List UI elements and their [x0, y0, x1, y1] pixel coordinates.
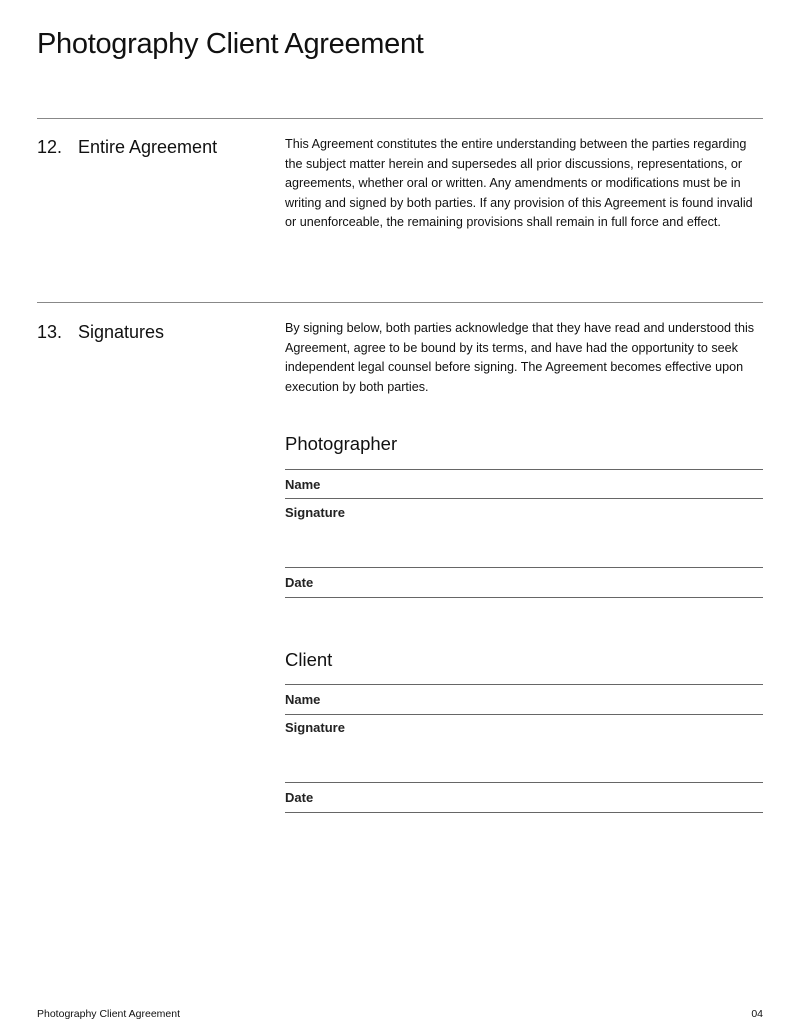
client-date-field[interactable]: Date	[285, 790, 314, 805]
section-body: By signing below, both parties acknowledge that they have read and understood this Agreement, agree to be bound by its terms, and have had the opportunity to seek independent legal counsel before signing. The Agreement becomes effective upon execution by both parties.	[285, 321, 755, 394]
footer-title: Photography Client Agreement	[37, 1008, 181, 1020]
section-body: This Agreement constitutes the entire understanding between the parties regarding the subject matter herein and supersedes all prior discussions, representations, or agreements, whether oral or written. Any amendments or modifications must be in writing and signed by both parties. If any provision of this Agreement is found invalid or unenforceable, the remaining provisions shall remain in full force and effect.	[285, 137, 753, 230]
section-number: 12.	[37, 137, 63, 157]
divider	[285, 469, 763, 470]
divider	[285, 498, 763, 499]
divider	[285, 597, 763, 598]
client-heading: Client	[285, 649, 333, 670]
photographer-name-field[interactable]: Name	[285, 477, 321, 492]
divider	[285, 567, 763, 568]
client-signature-field[interactable]: Signature	[285, 720, 345, 735]
divider	[285, 714, 763, 715]
divider	[285, 812, 763, 813]
page-title: Photography Client Agreement	[37, 28, 424, 60]
page-number: 04	[751, 1008, 763, 1020]
section-title: Entire Agreement	[78, 137, 218, 157]
divider	[37, 302, 763, 303]
client-name-field[interactable]: Name	[285, 692, 321, 707]
section-number: 13.	[37, 322, 63, 342]
photographer-date-field[interactable]: Date	[285, 575, 314, 590]
section-title: Signatures	[78, 322, 165, 342]
photographer-signature-field[interactable]: Signature	[285, 505, 345, 520]
divider	[285, 782, 763, 783]
photographer-heading: Photographer	[285, 433, 398, 454]
divider	[37, 118, 763, 119]
divider	[285, 684, 763, 685]
